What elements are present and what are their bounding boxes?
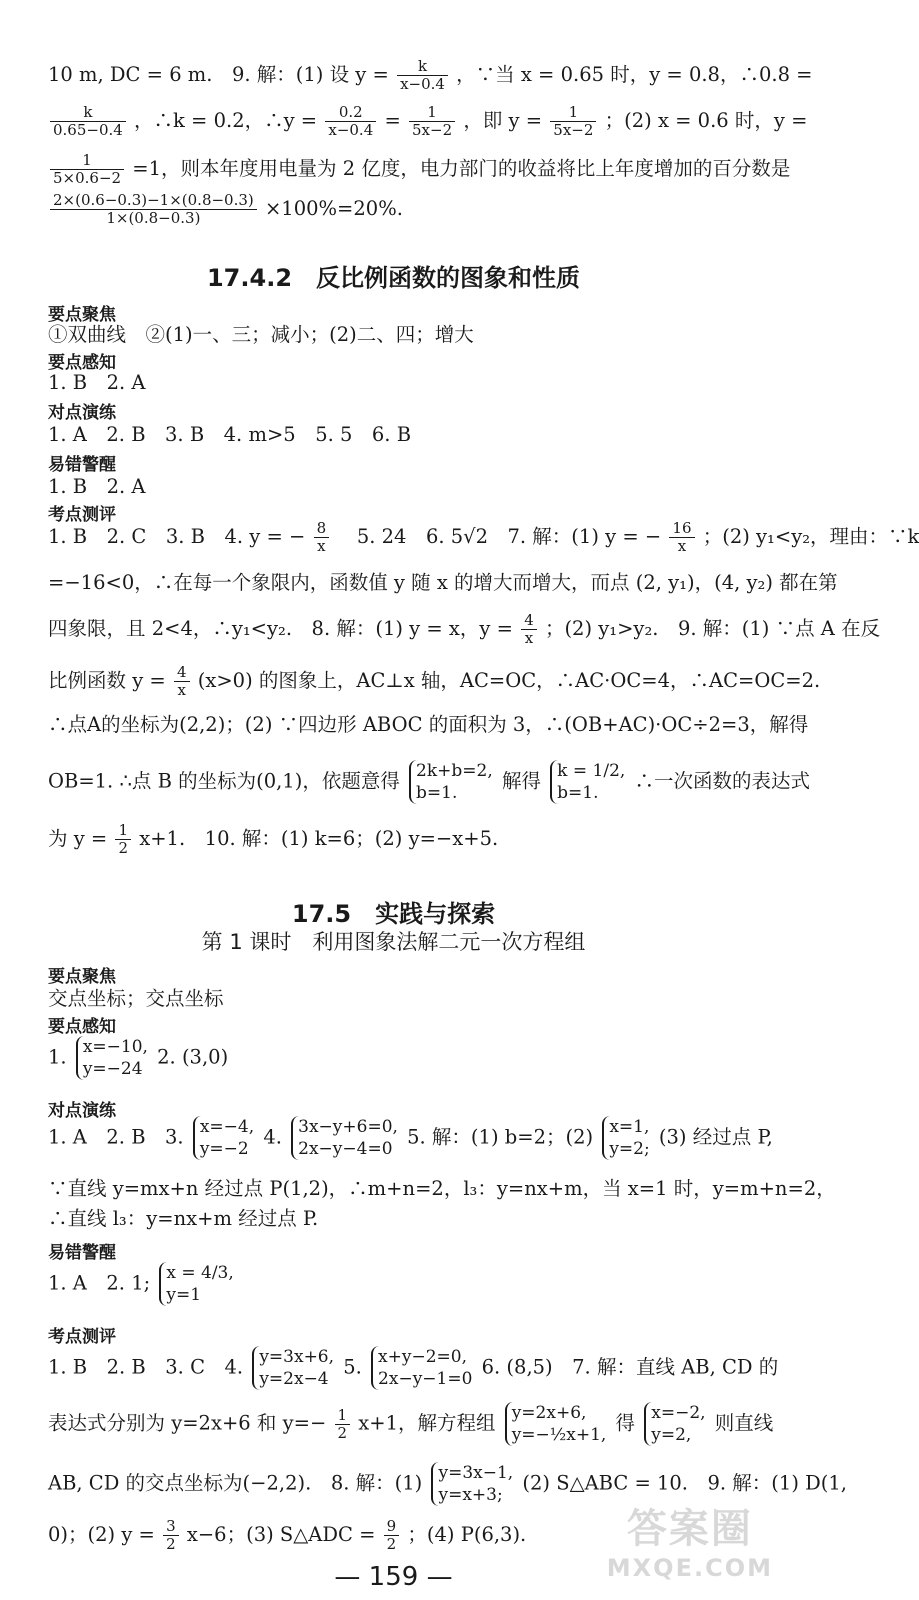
text: 6. (8,5) 7. 解：直线 AB, CD 的	[481, 1355, 779, 1379]
denominator: 5x−2	[412, 121, 453, 139]
numerator: 1	[409, 104, 455, 122]
text: x+1，解方程组	[358, 1411, 496, 1435]
equation: y=x+3;	[438, 1485, 503, 1505]
watermark-logo	[607, 1497, 773, 1582]
lesson-subtitle: 第 1 课时 利用图象法解二元一次方程组	[201, 930, 586, 954]
text: ；(4) P(6,3).	[407, 1523, 527, 1546]
equation: y=2x+6,	[511, 1403, 587, 1423]
equation-system	[602, 1116, 649, 1160]
text: (3) 经过点 P,	[658, 1125, 773, 1149]
fraction	[335, 1407, 351, 1442]
text: 0)；(2) y =	[48, 1523, 155, 1546]
text: x−6；(3) S△ADC =	[186, 1523, 376, 1546]
equation-system	[159, 1262, 233, 1306]
equation: 2x−y−4=0	[298, 1139, 393, 1159]
heading-mistakes: 易错警醒	[48, 1243, 116, 1263]
text: (2) S△ABC = 10. 9. 解：(1) D(1,	[522, 1471, 847, 1495]
text: (x>0) 的图象上，AC⊥x 轴，AC=OC，∴AC·OC=4，∴AC=OC=2.	[197, 669, 821, 692]
equation: y=3x−1,	[438, 1463, 514, 1483]
answer-line: 1. B 2. A	[48, 371, 146, 394]
heading-key-points: 要点聚焦	[48, 967, 116, 987]
answer-line: ①双曲线 ②(1)一、三；减小；(2)二、四；增大	[48, 323, 474, 346]
text-line: ∴点A的坐标为(2,2)；(2) ∵四边形 ABOC 的面积为 3，∴(OB+AC)·OC÷2=3，解得	[48, 713, 809, 736]
equation: y=3x+6,	[259, 1347, 335, 1367]
equation-system	[371, 1346, 472, 1390]
heading-mistakes: 易错警醒	[48, 455, 116, 475]
text: 四象限，且 2<4，∴y₁<y₂. 8. 解：(1) y = x，y =	[48, 617, 513, 640]
text: ；(2) y₁<y₂，理由：∵k	[702, 525, 919, 548]
equation: x+y−2=0,	[378, 1347, 468, 1367]
text-line: ∵直线 y=mx+n 经过点 P(1,2)，∴m+n=2，l₃：y=nx+m，当 x=1 时，y=m+n=2，	[48, 1177, 836, 1200]
text-line	[48, 1402, 774, 1446]
text: ∴一次函数的表达式	[634, 769, 811, 793]
equation: k = 1/2,	[557, 761, 626, 781]
numerator: 9	[384, 1518, 400, 1536]
text: 1. B 2. B 3. C 4.	[48, 1355, 244, 1379]
fraction	[314, 520, 330, 555]
numerator: 2×(0.6−0.3)−1×(0.8−0.3)	[50, 192, 257, 210]
denominator: 5x−2	[553, 121, 594, 139]
text: 解得	[501, 769, 541, 793]
numerator: 3	[163, 1518, 179, 1536]
denominator: 1×(0.8−0.3)	[106, 209, 201, 227]
denominator: 0.65−0.4	[53, 121, 123, 139]
equation: x = 4/3,	[166, 1263, 234, 1283]
fraction	[669, 520, 694, 555]
text: AB, CD 的交点坐标为(−2,2). 8. 解：(1)	[48, 1471, 423, 1495]
equation: y=2;	[609, 1139, 650, 1159]
section-title: 17.5 实践与探索	[291, 900, 496, 928]
equation-system	[193, 1116, 254, 1160]
equation: x=−2,	[651, 1403, 706, 1423]
equation-system	[291, 1116, 398, 1160]
heading-perception: 要点感知	[48, 1017, 116, 1037]
numerator: 4	[174, 664, 190, 682]
text: 为 y =	[48, 827, 108, 850]
text-line: =−16<0，∴在每一个象限内，函数值 y 随 x 的增大而增大，而点 (2, y₁)，(4, y₂) 都在第	[48, 571, 838, 594]
text-line	[48, 1346, 779, 1390]
text: 5.	[343, 1355, 362, 1379]
equation: 3x−y+6=0,	[298, 1117, 398, 1137]
text: 1.	[48, 1045, 67, 1069]
numerator: k	[397, 58, 448, 76]
text: ，即 y =	[463, 109, 543, 132]
watermark-line: 答案圈	[626, 1506, 753, 1552]
equation: x=1,	[609, 1117, 650, 1137]
text: 10 m, DC = 6 m. 9. 解：(1) 设 y =	[48, 63, 396, 86]
numerator: 1	[550, 104, 596, 122]
equation: y=2x−4	[259, 1369, 329, 1389]
text-line	[48, 151, 791, 187]
equation-system	[550, 760, 625, 804]
denominator: x	[677, 537, 687, 555]
text: 5. 24 6. 5√2 7. 解：(1) y = −	[337, 525, 662, 548]
equation: x=−4,	[199, 1117, 255, 1137]
equation: b=1.	[557, 783, 599, 803]
denominator: x−0.4	[328, 121, 374, 139]
denominator: x	[177, 681, 186, 699]
heading-assessment: 考点测评	[48, 1327, 116, 1347]
fraction	[163, 1518, 179, 1553]
fraction	[50, 192, 257, 227]
text-line	[48, 760, 811, 804]
text-line	[48, 519, 919, 555]
equation-system	[76, 1036, 148, 1080]
fraction	[115, 822, 131, 857]
denominator: 2	[386, 1535, 397, 1553]
text-line	[48, 822, 747, 857]
numerator: 4	[521, 612, 537, 630]
fraction	[521, 612, 537, 647]
denominator: x−0.4	[400, 75, 445, 93]
equation: y=2,	[651, 1425, 692, 1445]
equation: y=−24	[82, 1059, 143, 1079]
heading-key-points: 要点聚焦	[48, 305, 116, 325]
heading-perception: 要点感知	[48, 353, 116, 373]
answer-line: 1. B 2. A	[48, 475, 146, 498]
text: 表达式分别为 y=2x+6 和 y=−	[48, 1411, 327, 1435]
fraction	[325, 104, 376, 139]
text: 4.	[263, 1125, 282, 1149]
text: 1. A 2. 1;	[48, 1271, 151, 1295]
text: OB=1. ∴点 B 的坐标为(0,1)，依题意得	[48, 769, 400, 793]
page-number: — 159 —	[334, 1562, 453, 1592]
heading-practice: 对点演练	[48, 403, 116, 423]
text-line	[48, 1036, 747, 1080]
equation-system	[252, 1346, 334, 1390]
equation: 2x−y−1=0	[378, 1369, 473, 1389]
numerator: 16	[669, 520, 694, 538]
text: ，∵当 x = 0.65 时，y = 0.8，∴0.8 =	[456, 63, 813, 86]
equation-system	[644, 1402, 705, 1446]
denominator: 2	[337, 1423, 348, 1442]
numerator: 1	[50, 152, 124, 170]
equation: x=−10,	[82, 1037, 148, 1057]
numerator: 0.2	[325, 104, 376, 122]
fraction	[50, 104, 126, 139]
denominator: 2	[118, 839, 129, 857]
numerator: 1	[335, 1407, 351, 1425]
numerator: k	[50, 104, 126, 122]
denominator: x	[317, 537, 326, 555]
fraction	[384, 1518, 400, 1553]
text-line	[48, 103, 808, 139]
equation: b=1.	[416, 783, 458, 803]
equation: y=1	[166, 1285, 202, 1305]
equation: y=−2	[199, 1139, 249, 1159]
fraction	[550, 104, 596, 139]
denominator: 2	[166, 1535, 176, 1553]
numerator: 8	[314, 520, 330, 538]
denominator: x	[524, 629, 534, 647]
text: =1，则本年度用电量为 2 亿度，电力部门的收益将比上年度增加的百分数是	[132, 157, 791, 180]
answer-line: 交点坐标；交点坐标	[48, 987, 224, 1010]
fraction	[397, 58, 448, 93]
text-line	[48, 1262, 747, 1306]
text: ×100%=20%.	[264, 197, 403, 220]
text: 得	[615, 1411, 636, 1435]
fraction	[174, 664, 190, 699]
heading-practice: 对点演练	[48, 1101, 116, 1121]
text: =	[384, 109, 401, 132]
text-line: ∴直线 l₃：y=nx+m 经过点 P.	[48, 1207, 319, 1230]
text: 比例函数 y =	[48, 669, 166, 692]
answer-line: 1. A 2. B 3. B 4. m>5 5. 5 6. B	[48, 423, 412, 446]
equation-system	[431, 1462, 513, 1506]
equation: y=−½x+1,	[511, 1425, 607, 1445]
text: 1. A 2. B 3.	[48, 1125, 184, 1149]
text-line	[48, 57, 813, 93]
equation-system	[505, 1402, 607, 1446]
fraction	[409, 104, 455, 139]
text: x+1. 10. 解：(1) k=6；(2) y=−x+5.	[139, 827, 499, 850]
denominator: 5×0.6−2	[53, 169, 122, 187]
fraction	[50, 152, 124, 187]
numerator: 1	[115, 822, 131, 840]
text-line	[48, 611, 881, 647]
text: ，∴k = 0.2，∴y =	[134, 109, 318, 132]
equation-system	[409, 760, 493, 804]
text: 2. (3,0)	[157, 1045, 229, 1069]
text: ；(2) y₁>y₂. 9. 解：(1) ∵点 A 在反	[544, 617, 881, 640]
heading-assessment: 考点测评	[48, 505, 116, 525]
section-title: 17.4.2 反比例函数的图象和性质	[206, 264, 581, 292]
text: 1. B 2. C 3. B 4. y = −	[48, 525, 306, 548]
text: 5. 解：(1) b=2；(2)	[407, 1125, 594, 1149]
equation: 2k+b=2,	[416, 761, 493, 781]
text-line	[48, 1116, 773, 1160]
text-line	[48, 192, 747, 227]
text: 则直线	[714, 1411, 774, 1435]
text: ；(2) x = 0.6 时，y =	[604, 109, 808, 132]
watermark-line: MXQE.COM	[606, 1554, 773, 1582]
text-line	[48, 663, 821, 699]
